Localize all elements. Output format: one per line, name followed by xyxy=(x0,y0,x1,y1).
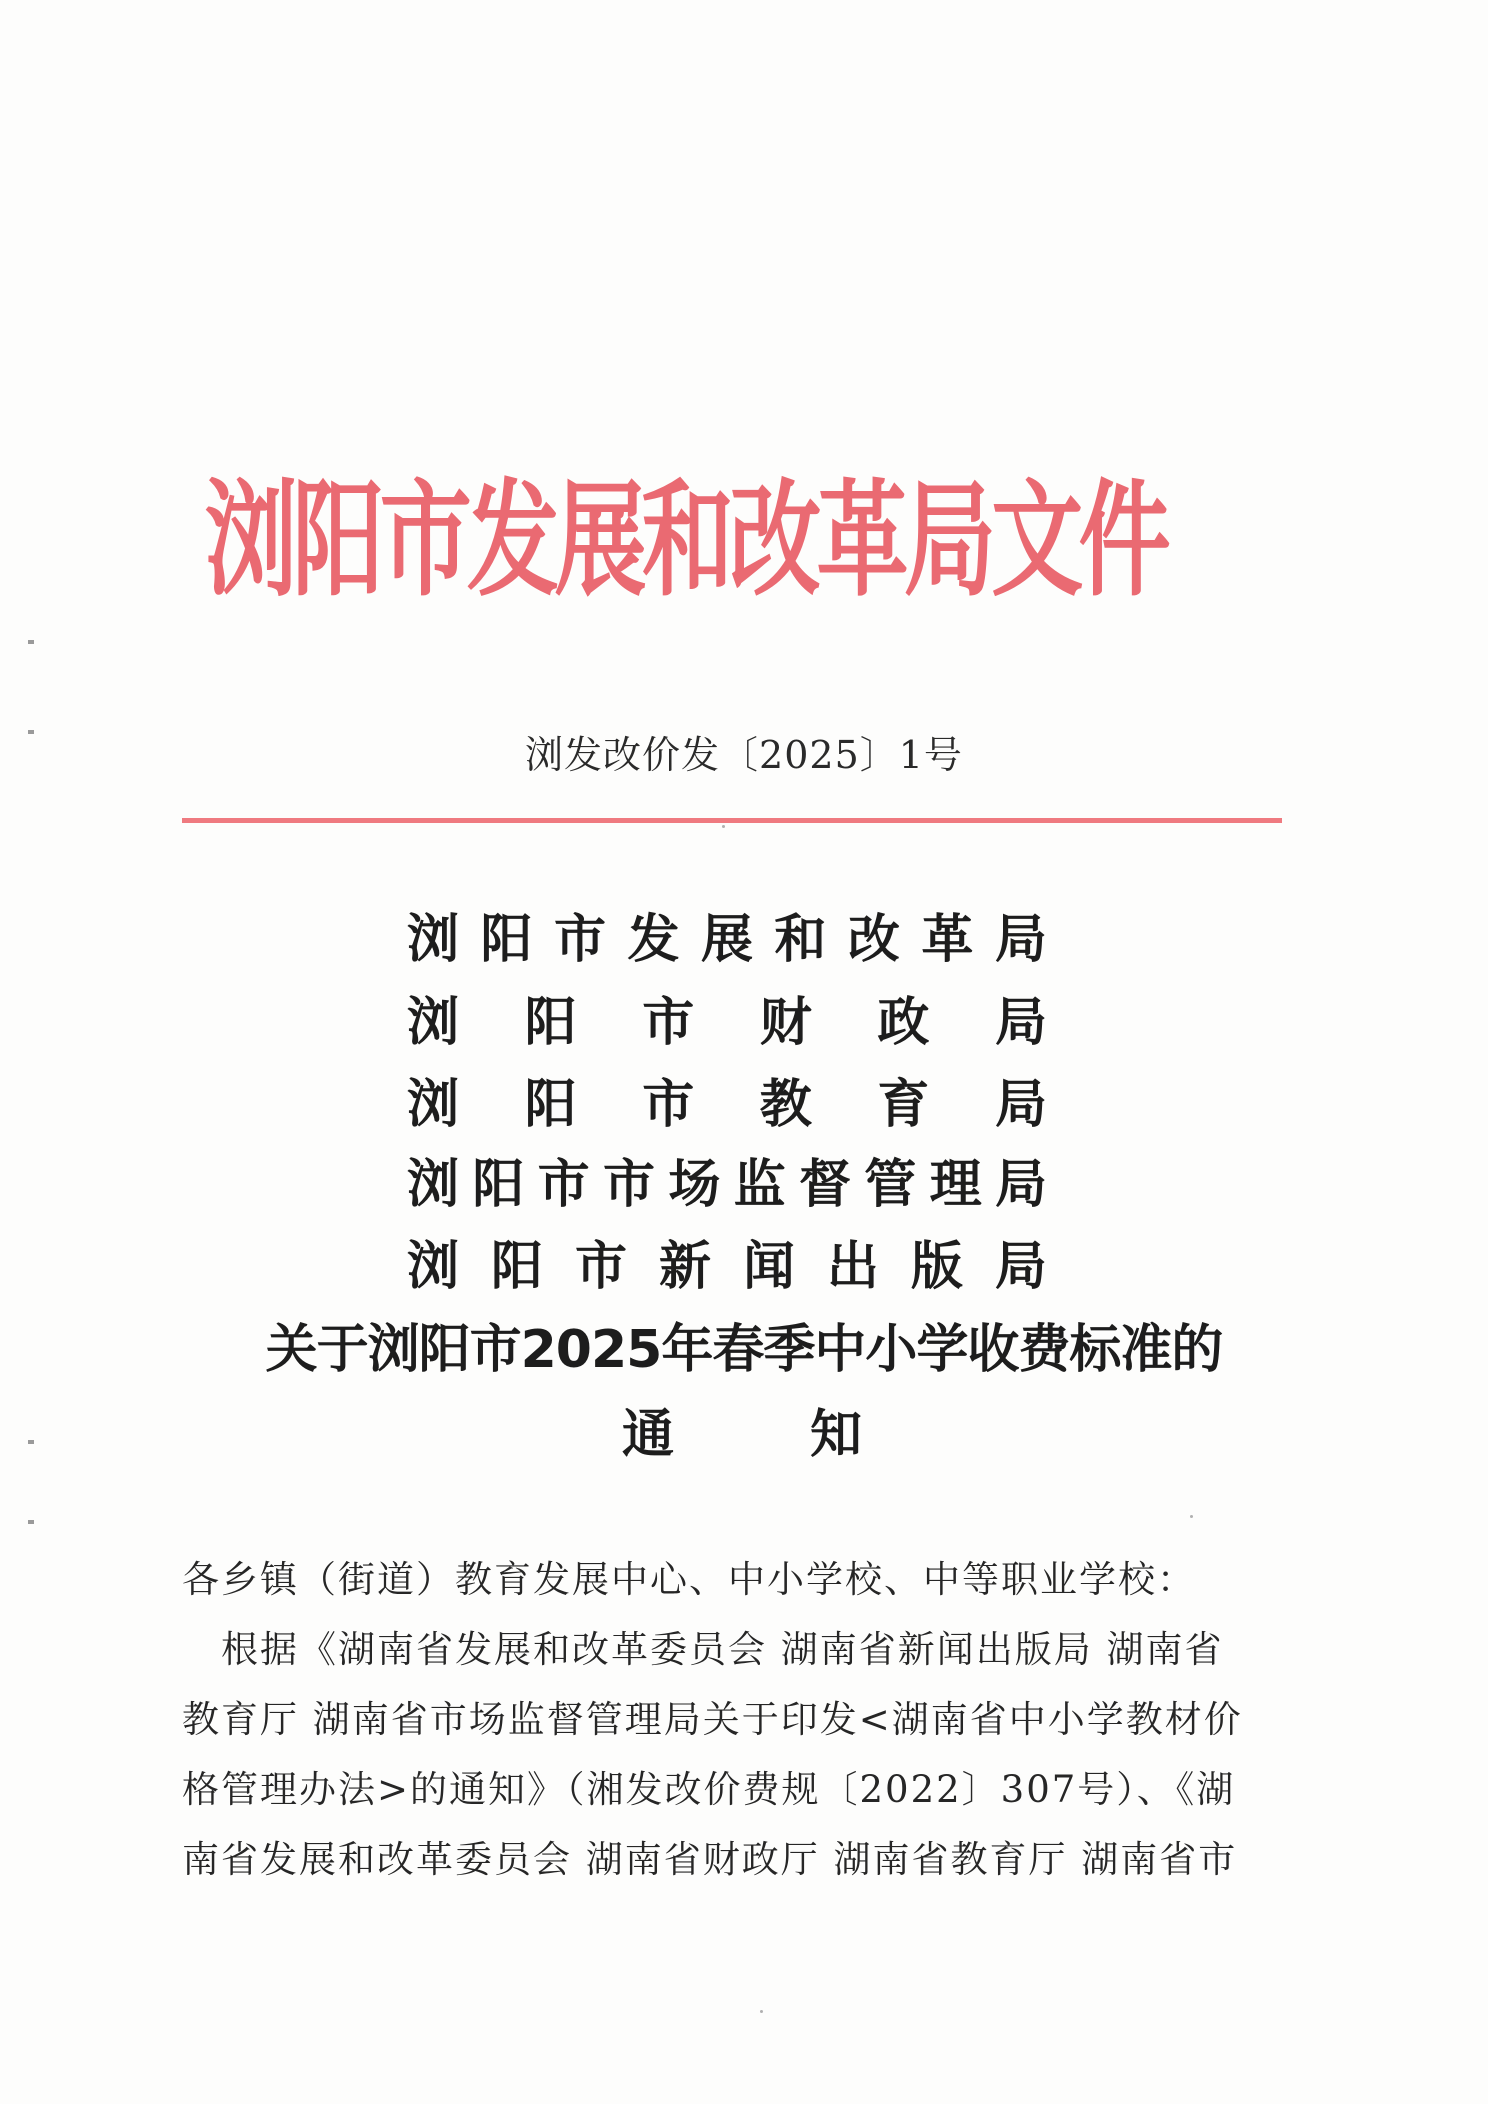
issuer-char: 局 xyxy=(994,1155,1047,1215)
title-char: 知 xyxy=(809,1405,862,1465)
issuer-char: 市 xyxy=(642,1075,695,1135)
issuer-char: 阳 xyxy=(524,993,577,1053)
body-paragraph-line: 根据《湖南省发展和改革委员会 湖南省新闻出版局 湖南省 xyxy=(182,1628,1224,1671)
issuer-char: 市 xyxy=(537,1155,590,1215)
issuer-char: 局 xyxy=(994,993,1047,1053)
issuer-char: 浏 xyxy=(407,910,460,970)
issuer-char: 管 xyxy=(864,1155,917,1215)
body-paragraph-line: 南省发展和改革委员会 湖南省财政厅 湖南省教育厅 湖南省市 xyxy=(182,1838,1238,1881)
scan-speck xyxy=(760,2010,763,2013)
issuer-char: 闻 xyxy=(742,1237,795,1297)
issuer-char: 教 xyxy=(759,1075,812,1135)
issuer-char: 阳 xyxy=(524,1075,577,1135)
scan-speck xyxy=(722,825,725,828)
issuer-char: 浏 xyxy=(407,1075,460,1135)
document-header-title: 浏阳市发展和改革局文件 xyxy=(205,466,1166,614)
issuer-char: 场 xyxy=(668,1155,721,1215)
issuer-char: 和 xyxy=(774,910,827,970)
issuer-char: 发 xyxy=(627,910,680,970)
issuer-char: 育 xyxy=(877,1075,930,1135)
issuer-char: 革 xyxy=(921,910,974,970)
body-paragraph-line: 教育厅 湖南省市场监督管理局关于印发<湖南省中小学教材价 xyxy=(182,1698,1243,1741)
document-title-line-1: 关于浏阳市2025年春季中小学收费标准的 xyxy=(265,1320,1223,1380)
issuer-line-3 xyxy=(407,1070,1047,1140)
issuer-char: 阳 xyxy=(490,1237,543,1297)
document-number: 浏发改价发〔2025〕1号 xyxy=(525,733,963,777)
issuer-char: 市 xyxy=(642,993,695,1053)
scan-margin-mark xyxy=(28,730,34,734)
issuer-char: 浏 xyxy=(407,993,460,1053)
issuer-char: 局 xyxy=(994,910,1047,970)
issuer-char: 出 xyxy=(826,1237,879,1297)
issuer-char: 监 xyxy=(733,1155,786,1215)
body-paragraph-line: 格管理办法>的通知》（湘发改价费规〔2022〕307号）、《湖 xyxy=(182,1768,1236,1811)
issuer-char: 市 xyxy=(553,910,606,970)
issuer-char: 阳 xyxy=(472,1155,525,1215)
issuer-char: 局 xyxy=(994,1075,1047,1135)
issuer-line-5 xyxy=(407,1232,1047,1302)
issuer-char: 市 xyxy=(574,1237,627,1297)
issuer-line-4 xyxy=(407,1150,1047,1220)
issuer-line-2 xyxy=(407,988,1047,1058)
document-title-line-2 xyxy=(622,1400,862,1470)
issuer-char: 展 xyxy=(700,910,753,970)
addressee-line: 各乡镇（街道）教育发展中心、中小学校、中等职业学校： xyxy=(182,1558,1196,1601)
scan-speck xyxy=(1190,1515,1193,1518)
scan-margin-mark xyxy=(28,640,34,644)
issuer-char: 浏 xyxy=(407,1155,460,1215)
issuer-char: 改 xyxy=(847,910,900,970)
scan-margin-mark xyxy=(28,1520,34,1524)
title-char: 通 xyxy=(622,1405,675,1465)
issuer-char: 版 xyxy=(910,1237,963,1297)
issuer-char: 理 xyxy=(929,1155,982,1215)
issuer-char: 局 xyxy=(994,1237,1047,1297)
issuer-char: 督 xyxy=(798,1155,851,1215)
issuer-char: 新 xyxy=(658,1237,711,1297)
issuer-line-1 xyxy=(407,905,1047,975)
issuer-char: 浏 xyxy=(407,1237,460,1297)
red-separator-line xyxy=(182,818,1282,823)
scan-margin-mark xyxy=(28,1440,34,1444)
issuer-char: 政 xyxy=(877,993,930,1053)
issuer-char: 财 xyxy=(759,993,812,1053)
issuer-char: 阳 xyxy=(480,910,533,970)
issuer-char: 市 xyxy=(602,1155,655,1215)
